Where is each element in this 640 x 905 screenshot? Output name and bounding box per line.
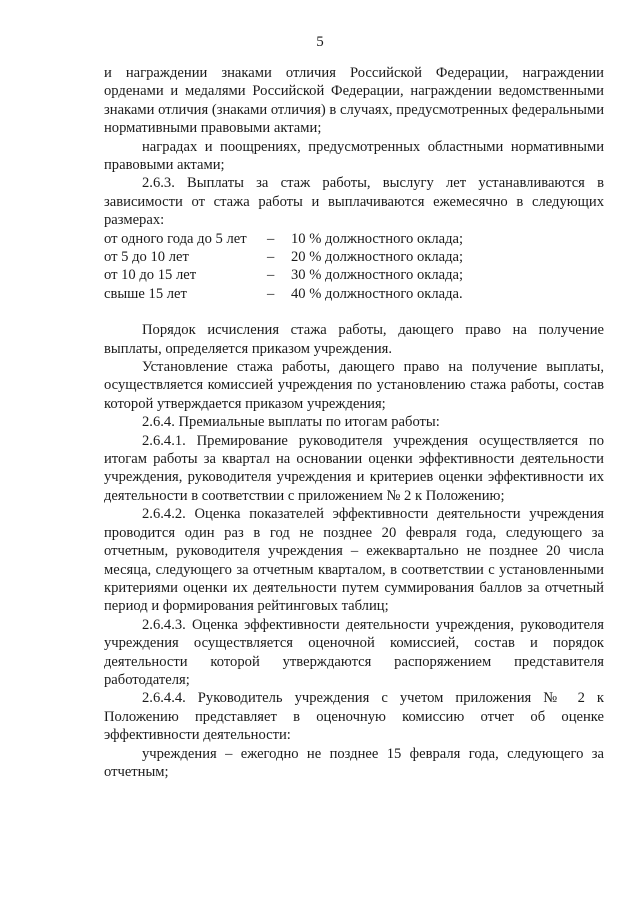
paragraph-experience-order: Порядок исчисления стажа работы, дающего право на получение выплаты, определяется приказом учреждения. bbox=[104, 322, 604, 357]
document-body bbox=[104, 64, 604, 781]
rate-value: 40 % должностного оклада. bbox=[291, 285, 463, 302]
rate-row bbox=[104, 266, 604, 284]
rate-row bbox=[104, 285, 604, 303]
paragraph-2-6-4-4: 2.6.4.4. Руководитель учреждения с учетом приложения № 2 к Положению представляет в оценочную комиссию отчет об оценке эффективности деятельности: bbox=[104, 690, 604, 744]
rate-row bbox=[104, 230, 604, 248]
rate-dash: – bbox=[267, 230, 275, 247]
paragraph-awards-state: и награждении знаками отличия Российской Федерации, награждении орденами и медалями Российской Федерации, награждении ведомственными знаками отличия (знаками отличия) в случаях, предусмотренных федеральными нормативными правовыми актами; bbox=[104, 65, 604, 137]
paragraph-2-6-4-3: 2.6.4.3. Оценка эффективности деятельности учреждения, руководителя учреждения осуществляется оценочной комиссией, состав и порядок деятельности которой утверждаются распоряжением представителя работодателя; bbox=[104, 616, 604, 688]
rate-label: от 10 до 15 лет bbox=[104, 267, 197, 284]
paragraph-institution-report: учреждения – ежегодно не позднее 15 февраля года, следующего за отчетным; bbox=[104, 745, 604, 780]
rate-value: 20 % должностного оклада; bbox=[291, 249, 464, 266]
rate-label: свыше 15 лет bbox=[104, 285, 187, 302]
rate-label: от 5 до 10 лет bbox=[104, 249, 189, 266]
paragraphs-top bbox=[104, 64, 604, 230]
rate-value: 30 % должностного оклада; bbox=[291, 267, 464, 284]
rate-dash: – bbox=[267, 249, 275, 266]
rate-value: 10 % должностного оклада; bbox=[291, 230, 464, 247]
rates-list bbox=[104, 230, 604, 304]
paragraph-2-6-4-1: 2.6.4.1. Премирование руководителя учреждения осуществляется по итогам работы за квартал на основании оценки эффективности деятельности учреждения, руководителя учреждения и критериев оценки эффективности их деятельности в соответствии с приложением № 2 к Положению; bbox=[104, 432, 604, 504]
rate-dash: – bbox=[267, 267, 275, 284]
rate-row bbox=[104, 248, 604, 266]
paragraph-experience-commission: Установление стажа работы, дающего право на получение выплаты, осуществляется комиссией учреждения по установлению стажа работы, состав которой утверждается приказом учреждения; bbox=[104, 359, 604, 412]
paragraphs-bottom bbox=[104, 321, 604, 781]
page-number: 5 bbox=[316, 34, 324, 50]
paragraph-2-6-4-2: 2.6.4.2. Оценка показателей эффективности деятельности учреждения проводится один раз в год не позднее 20 февраля года, следующего за отчетным, руководителя учреждения – ежеквартально не позднее 20 числа месяца, следующего за отчетным кварталом, в соответствии с установленными критериями оценки их деятельности путем суммирования баллов за отчетный период и формирования рейтинговых таблиц; bbox=[104, 506, 604, 615]
rate-label: от одного года до 5 лет bbox=[104, 230, 247, 247]
paragraph-2-6-4: 2.6.4. Премиальные выплаты по итогам работы: bbox=[142, 414, 440, 431]
paragraph-awards-regional: наградах и поощрениях, предусмотренных областными нормативными правовыми актами; bbox=[104, 138, 604, 174]
paragraph-2-6-3: 2.6.3. Выплаты за стаж работы, выслугу лет устанавливаются в зависимости от стажа работы и выплачиваются ежемесячно в следующих размерах: bbox=[104, 175, 604, 229]
rate-dash: – bbox=[267, 285, 275, 302]
